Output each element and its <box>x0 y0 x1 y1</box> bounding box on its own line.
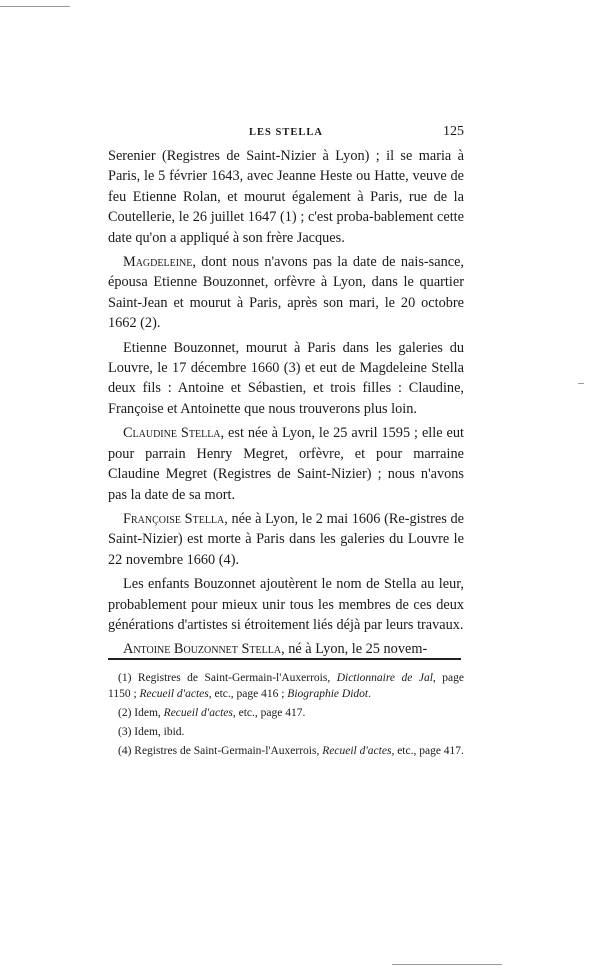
text-run: (4) Registres de Saint-Germain-l'Auxerrois, <box>118 745 323 757</box>
italic-title: Recueil d'actes <box>322 745 392 757</box>
text-run: . <box>368 688 371 700</box>
text-run: Etienne Bouzonnet, mourut à Paris dans les galeries du Louvre, le 17 décembre 1660 (3) et eut de Magdeleine Stella deux fils : Antoine et Sébastien, et trois filles : Claudine, Françoise et Antoinette que nous trouverons plus loin. <box>108 339 464 417</box>
text-run: , né à Lyon, le 25 novem- <box>281 641 428 658</box>
scan-edge-mark-bottom <box>392 964 502 965</box>
paragraph <box>108 639 464 659</box>
text-run: Serenier (Registres de Saint-Nizier à Lyon) ; il se maria à Paris, le 5 février 1643, avec Jeanne Heste ou Hatte, veuve de feu Etienne Rolan, et mourut également à Paris, rue de la Coutellerie, le 26 juillet 1647 (1) ; c'est proba-bablement cette date qu'on a appliqué à son frère Jacques. <box>108 148 464 246</box>
paragraph <box>108 423 464 505</box>
text-run: , etc., page 417. <box>232 707 306 719</box>
text-run: , est née à Lyon, le 25 avril 1595 ; elle eut pour parrain Henry Megret, orfèvre, et pour marraine Claudine Megret (Registres de Saint-Nizier) ; nous n'avons pas la date de sa mort. <box>108 425 465 503</box>
text-run: (2) Idem, <box>118 707 164 719</box>
running-head <box>108 124 464 142</box>
name-heading: Magdeleine <box>123 254 193 271</box>
footnote <box>108 705 464 721</box>
scan-edge-mark-top <box>0 6 70 7</box>
text-run: , page 1150 ; <box>108 672 464 700</box>
paragraph <box>108 338 464 420</box>
paragraph <box>108 509 464 570</box>
body-text <box>108 146 464 664</box>
text-run: (1) Registres de Saint-Germain-l'Auxerrois, <box>118 672 337 684</box>
paragraph <box>108 574 464 635</box>
text-run: Les enfants Bouzonnet ajoutèrent le nom de Stella au leur, probablement pour mieux unir tous les membres de ces deux générations d'artistes si étroitement liés déjà par leurs travaux. <box>108 576 464 633</box>
text-run: , etc., page 417. <box>391 745 464 757</box>
footnote <box>108 670 464 702</box>
italic-title: Recueil d'actes <box>139 688 209 700</box>
paragraph <box>108 146 464 248</box>
paragraph <box>108 252 464 334</box>
footnote <box>108 724 464 740</box>
name-heading: Françoise Stella <box>123 510 225 527</box>
text-run: , etc., page 416 ; <box>208 688 288 700</box>
footnote <box>108 743 464 759</box>
italic-title: Biographie Didot <box>287 688 369 700</box>
footnote-rule <box>108 658 461 660</box>
name-heading: Antoine Bouzonnet Stella <box>123 641 282 658</box>
italic-title: Recueil d'actes <box>163 707 233 719</box>
page-number: 125 <box>443 124 464 139</box>
italic-title: Dictionnaire de Jal <box>336 672 433 684</box>
text-run: (3) Idem, ibid. <box>118 726 185 738</box>
scan-edge-mark-right <box>578 383 584 384</box>
name-heading: Claudine Stella <box>123 425 221 442</box>
text-run: , dont nous n'avons pas la date de nais-sance, épousa Etienne Bouzonnet, orfèvre à Lyon, dans le quartier Saint-Jean et mourut à Paris, après son mari, le 20 octobre 1662 (2). <box>108 254 464 332</box>
running-title: LES STELLA <box>249 127 323 138</box>
footnotes <box>108 670 464 762</box>
text-run: , née à Lyon, le 2 mai 1606 (Re-gistres de Saint-Nizier) est morte à Paris dans les galeries du Louvre le 22 novembre 1660 (4). <box>108 510 464 568</box>
